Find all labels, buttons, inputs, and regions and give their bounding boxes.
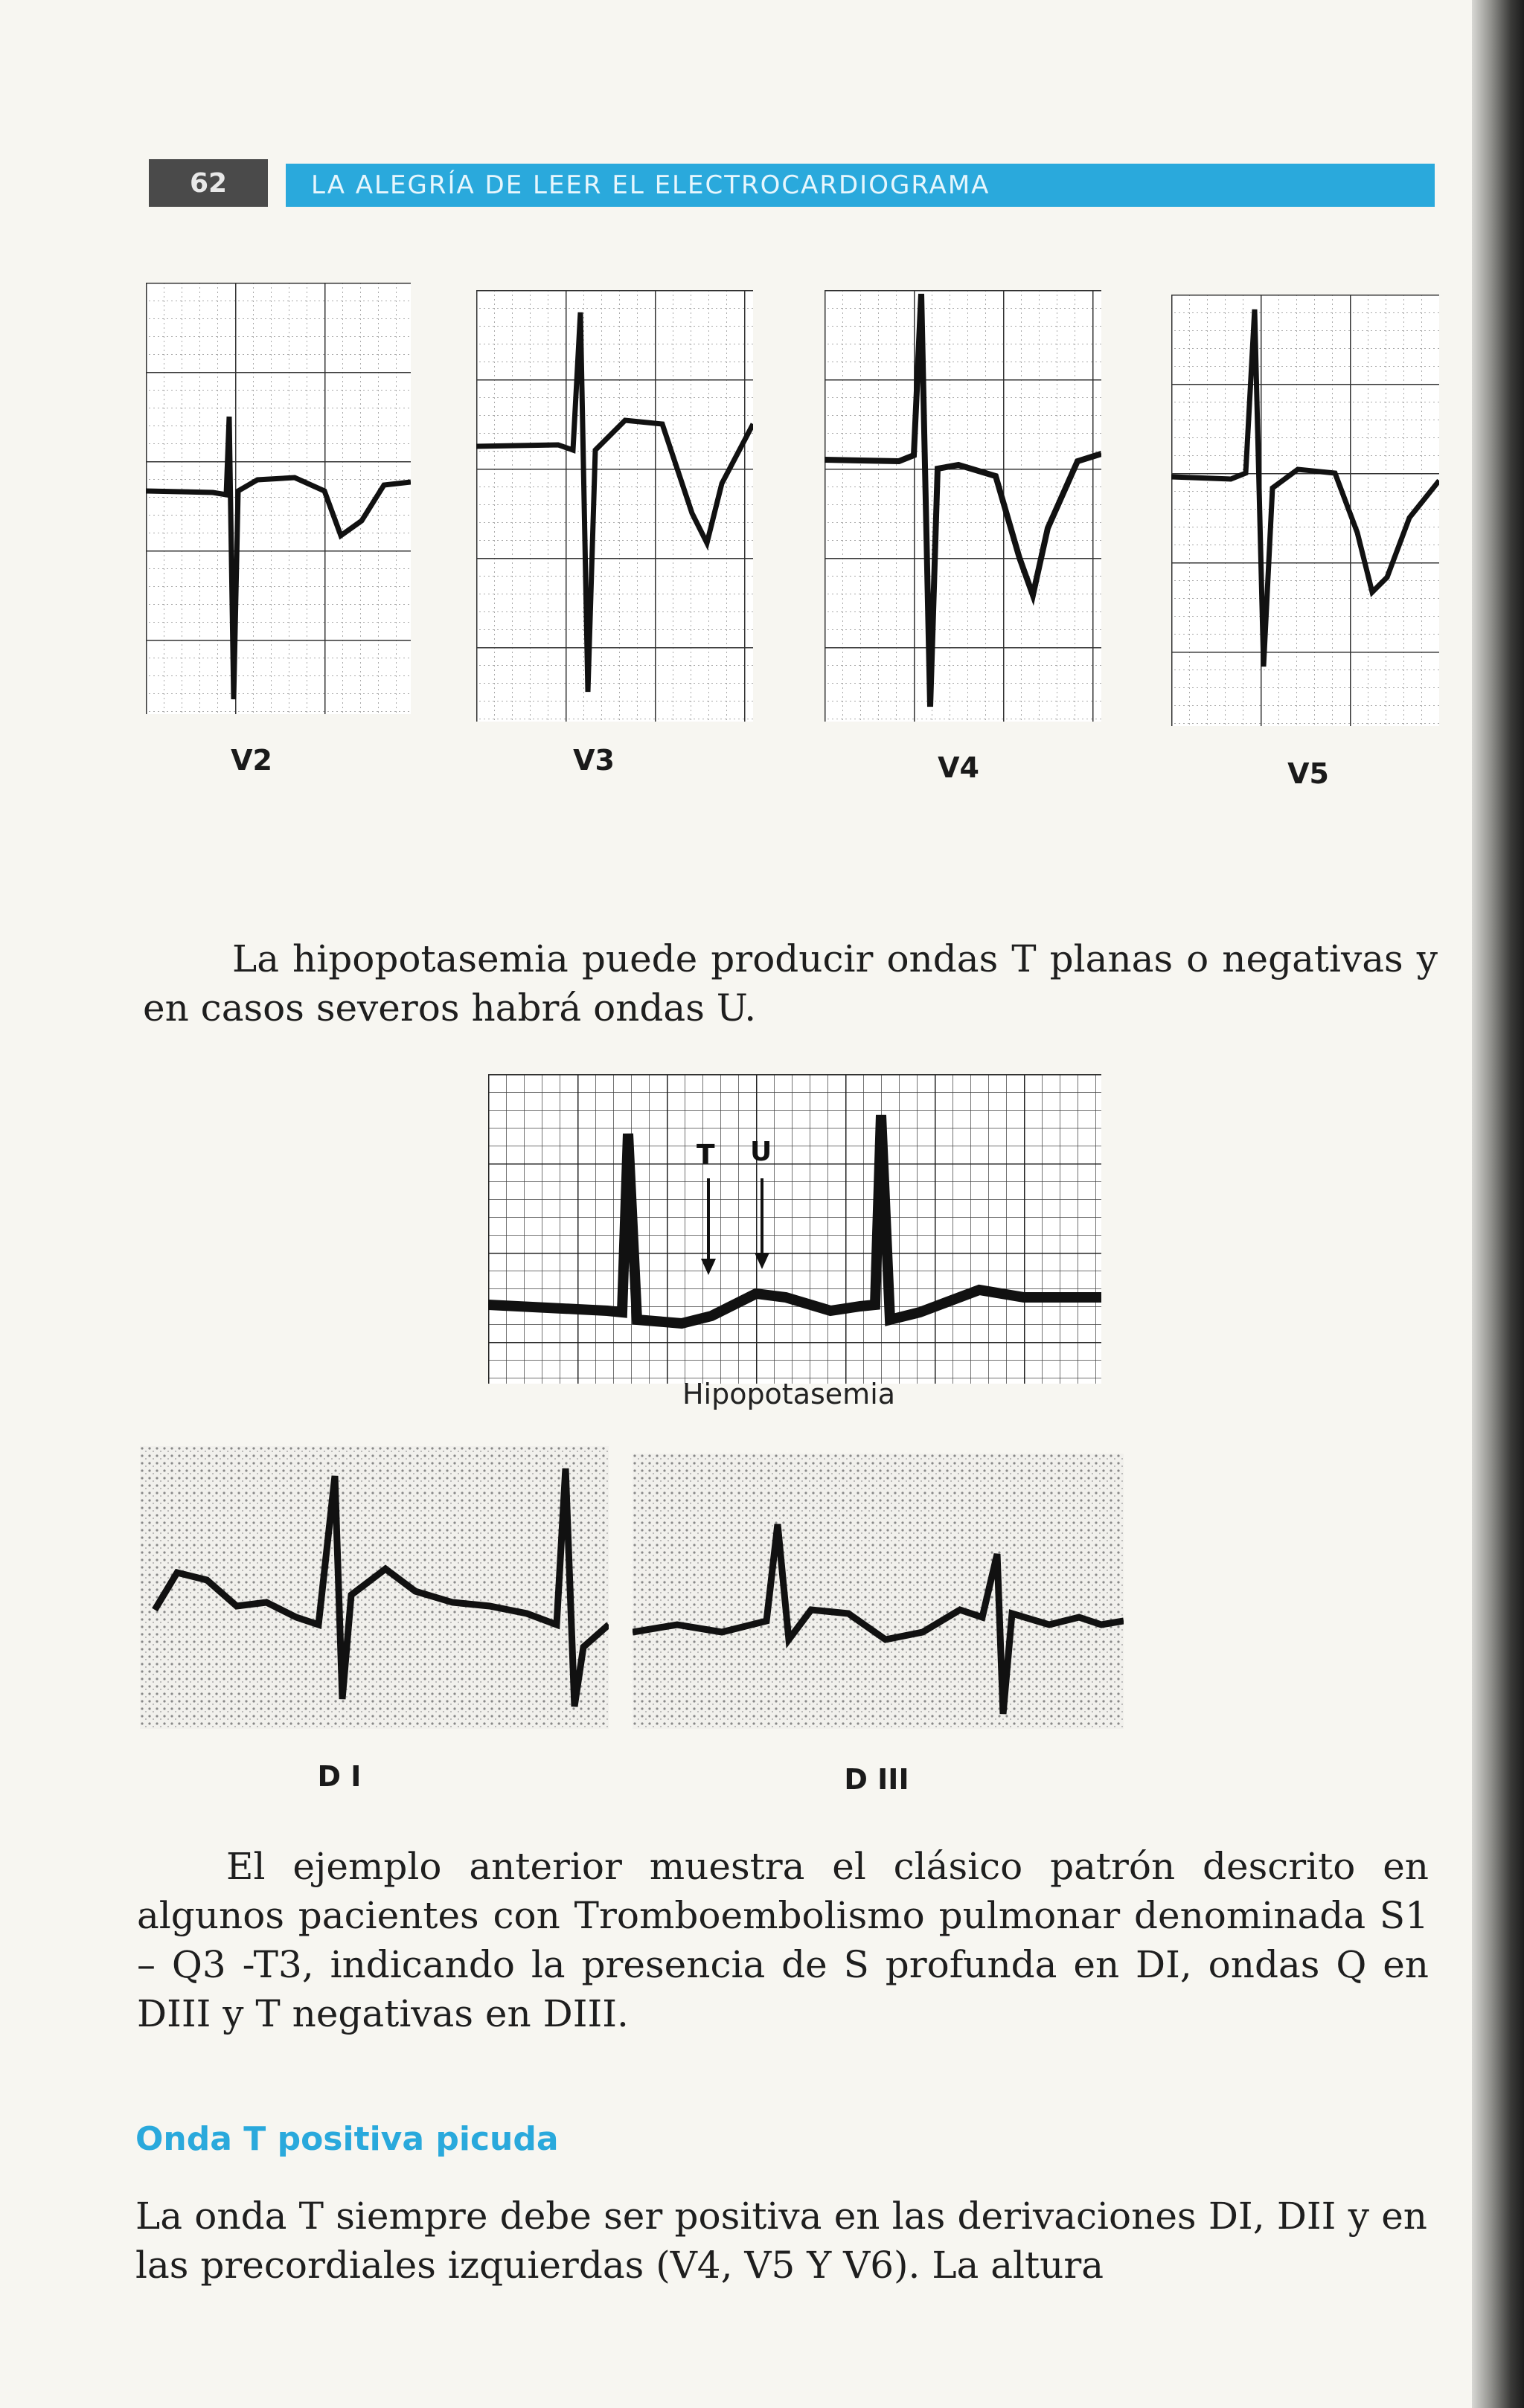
final-paragraph: La onda T siempre debe ser positiva en las derivaciones DI, DII y en las precordiales izquierdas (V4, V5 Y V6). La altura bbox=[135, 2195, 1427, 2287]
hypokalemia-paragraph: La hipopotasemia puede producir ondas T planas o negativas y en casos severos habrá ondas U. bbox=[143, 937, 1438, 1030]
ecg-strip-v5 bbox=[1171, 295, 1439, 726]
ecg-strip-d1 bbox=[140, 1446, 609, 1729]
section-title: Onda T positiva picuda bbox=[135, 2120, 559, 2158]
lead-label-v3: V3 bbox=[573, 744, 615, 777]
running-title: LA ALEGRÍA DE LEER EL ELECTROCARDIOGRAMA bbox=[286, 164, 1435, 207]
ecg-strip-d3 bbox=[633, 1454, 1124, 1729]
lead-label-d1: D I bbox=[317, 1760, 362, 1793]
running-header bbox=[149, 159, 1435, 207]
lead-label-v5: V5 bbox=[1287, 757, 1329, 790]
page-binding-shadow bbox=[1472, 0, 1524, 2408]
lead-label-v2: V2 bbox=[231, 744, 272, 777]
t-wave-marker: T bbox=[697, 1140, 715, 1170]
ecg-strip-v4 bbox=[825, 290, 1101, 722]
embolism-paragraph: El ejemplo anterior muestra el clásico patrón descrito en algunos pacientes con Tromboembolismo pulmonar denominada S1 – Q3 -T3, indicando la presencia de S profunda en DI, ondas Q en DIII y T negativas en DIII. bbox=[137, 1845, 1429, 2035]
ecg-strip-v2 bbox=[146, 283, 411, 714]
lead-label-v4: V4 bbox=[938, 751, 979, 784]
lead-label-d3: D III bbox=[844, 1763, 909, 1796]
hypokalemia-caption: Hipopotasemia bbox=[682, 1378, 896, 1410]
u-wave-marker: U bbox=[750, 1137, 772, 1167]
page-number: 62 bbox=[149, 159, 268, 207]
ecg-strip-v3 bbox=[476, 290, 753, 722]
ecg-strip-hypokalemia bbox=[488, 1074, 1101, 1384]
